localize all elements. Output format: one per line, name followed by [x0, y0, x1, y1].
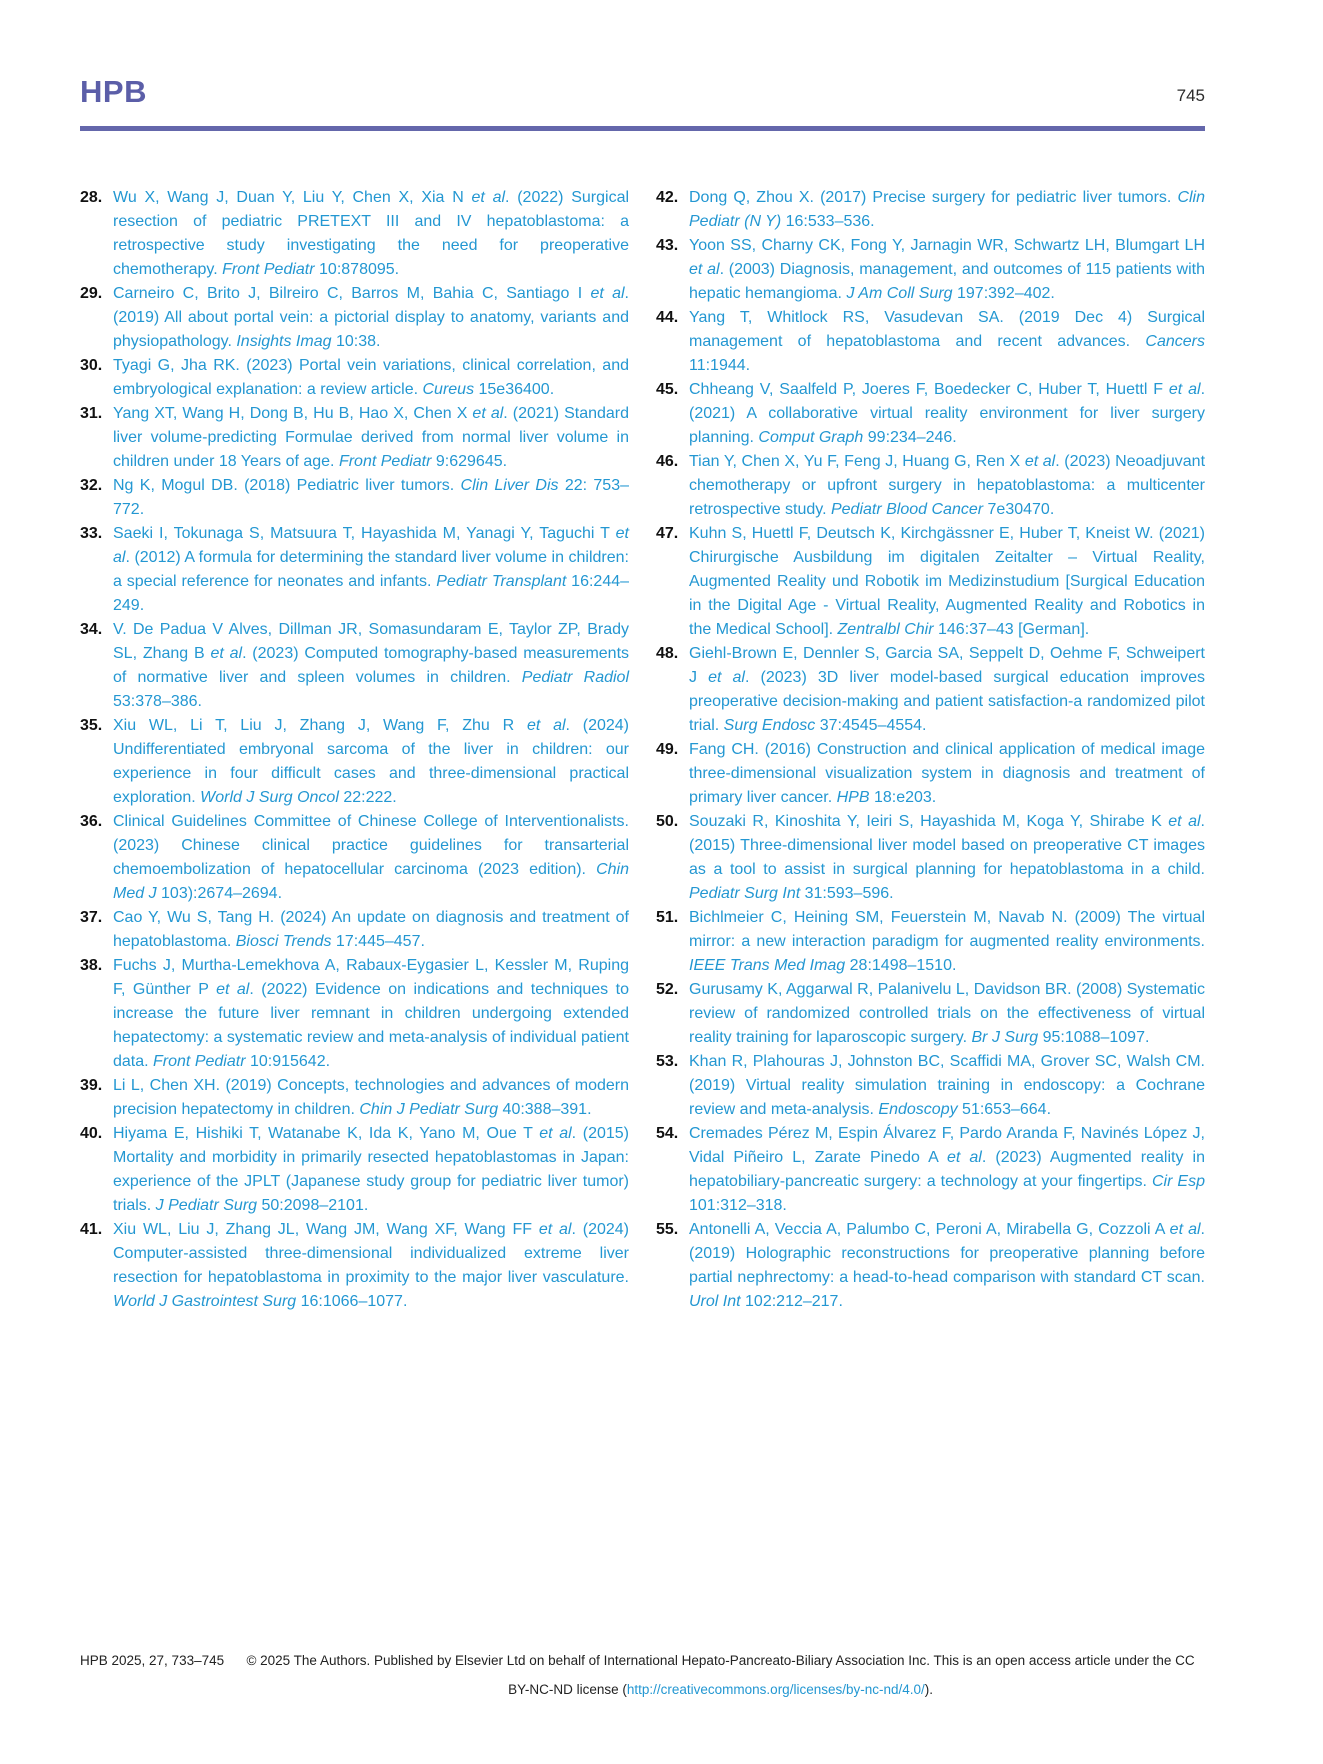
reference-number: 36.	[80, 813, 103, 830]
reference-item	[80, 1074, 629, 1122]
reference-text: Yoon SS, Charny CK, Fong Y, Jarnagin WR, Schwartz LH, Blumgart LH et al. (2003) Diagnosis, management, and outcomes of 115 patients with hepatic hemangioma. J Am Coll Surg 197:392–402.	[689, 237, 1205, 302]
reference-item	[656, 522, 1205, 642]
reference-item	[656, 186, 1205, 234]
reference-text: Yang XT, Wang H, Dong B, Hu B, Hao X, Chen X et al. (2021) Standard liver volume-predicting Formulae derived from normal liver volume in children under 18 Years of age. Front Pediatr 9:629645.	[113, 405, 630, 470]
reference-text: Dong Q, Zhou X. (2017) Precise surgery for pediatric liver tumors. Clin Pediatr (N Y) 16:533–536.	[689, 189, 1205, 230]
reference-item	[80, 402, 629, 474]
reference-number: 48.	[656, 645, 679, 662]
reference-item	[80, 522, 629, 618]
reference-column-left	[80, 186, 629, 1314]
reference-text: Saeki I, Tokunaga S, Matsuura T, Hayashida M, Yanagi Y, Taguchi T et al. (2012) A formula for determining the standard liver volume in children: a special reference for neonates and infants. Pediatr Transplant 16:244–249.	[113, 525, 630, 614]
reference-number: 49.	[656, 741, 679, 758]
reference-number: 51.	[656, 909, 679, 926]
reference-text: Cao Y, Wu S, Tang H. (2024) An update on diagnosis and treatment of hepatoblastoma. Biosci Trends 17:445–457.	[113, 909, 629, 950]
journal-citation: HPB 2025, 27, 733–745	[80, 1653, 225, 1668]
header-rule	[80, 126, 1205, 131]
reference-text: V. De Padua V Alves, Dillman JR, Somasundaram E, Taylor ZP, Brady SL, Zhang B et al. (2023) Computed tomography-based measurements of normative liver and spleen volumes in children. Pediatr Radiol 53:378–386.	[113, 621, 630, 710]
reference-text: Xiu WL, Liu J, Zhang JL, Wang JM, Wang XF, Wang FF et al. (2024) Computer-assisted three-dimensional individualized extreme liver resection for hepatoblastoma in proximity to the major liver vasculature. World J Gastrointest Surg 16:1066–1077.	[113, 1221, 629, 1310]
reference-number: 44.	[656, 309, 679, 326]
reference-text: Yang T, Whitlock RS, Vasudevan SA. (2019 Dec 4) Surgical management of hepatoblastoma and recent advances. Cancers 11:1944.	[689, 309, 1205, 374]
reference-item	[656, 450, 1205, 522]
reference-text: Kuhn S, Huettl F, Deutsch K, Kirchgässner E, Huber T, Kneist W. (2021) Chirurgische Ausbildung im digitalen Zeitalter – Virtual Reality, Augmented Reality und Robotik im Medizinstudium [Surgical Education in the Digital Age - Virtual Reality, Augmented Reality and Robotics in the Medical School]. Zentralbl Chir 146:37–43 [German].	[689, 525, 1205, 638]
reference-item	[656, 738, 1205, 810]
reference-number: 40.	[80, 1125, 103, 1142]
reference-number: 50.	[656, 813, 679, 830]
reference-text: Antonelli A, Veccia A, Palumbo C, Peroni A, Mirabella G, Cozzoli A et al. (2019) Holographic reconstructions for preoperative planning before partial nephrectomy: a head-to-head comparison with standard CT scan. Urol Int 102:212–217.	[689, 1221, 1205, 1310]
reference-item	[656, 978, 1205, 1050]
reference-text: Cremades Pérez M, Espin Álvarez F, Pardo Aranda F, Navinés López J, Vidal Piñeiro L, Zarate Pinedo A et al. (2023) Augmented reality in hepatobiliary-pancreatic surgery: a technology at your fingertips. Cir Esp 101:312–318.	[689, 1125, 1206, 1214]
reference-item	[656, 1050, 1205, 1122]
reference-item	[80, 282, 629, 354]
reference-number: 45.	[656, 381, 679, 398]
reference-item	[80, 474, 629, 522]
reference-number: 32.	[80, 477, 103, 494]
reference-number: 38.	[80, 957, 103, 974]
reference-item	[656, 810, 1205, 906]
reference-text: Gurusamy K, Aggarwal R, Palanivelu L, Davidson BR. (2008) Systematic review of randomized controlled trials on the effectiveness of virtual reality training for laparoscopic surgery. Br J Surg 95:1088–1097.	[689, 981, 1205, 1046]
reference-item	[80, 1122, 629, 1218]
reference-item	[656, 906, 1205, 978]
copyright-text	[236, 1646, 1205, 1704]
reference-column-right	[656, 186, 1205, 1314]
reference-text: Fang CH. (2016) Construction and clinical application of medical image three-dimensional visualization system in diagnosis and treatment of primary liver cancer. HPB 18:e203.	[689, 741, 1205, 806]
reference-text: Bichlmeier C, Heining SM, Feuerstein M, Navab N. (2009) The virtual mirror: a new interaction paradigm for augmented reality environments. IEEE Trans Med Imag 28:1498–1510.	[689, 909, 1205, 974]
page-number: 745	[1176, 86, 1205, 105]
reference-item	[656, 1122, 1205, 1218]
reference-item	[80, 1218, 629, 1314]
reference-number: 43.	[656, 237, 679, 254]
reference-text: Clinical Guidelines Committee of Chinese College of Interventionalists. (2023) Chinese clinical practice guidelines for transarterial chemoembolization of hepatocellular carcinoma (2023 edition). Chin Med J 103):2674–2694.	[113, 813, 629, 902]
reference-item	[656, 1218, 1205, 1314]
reference-number: 55.	[656, 1221, 679, 1238]
page-footer	[80, 1646, 1205, 1704]
reference-item	[80, 354, 629, 402]
reference-item	[656, 234, 1205, 306]
reference-number: 53.	[656, 1053, 679, 1070]
reference-item	[80, 714, 629, 810]
reference-list	[80, 186, 1205, 1314]
reference-number: 37.	[80, 909, 103, 926]
reference-item	[80, 618, 629, 714]
reference-item	[656, 378, 1205, 450]
reference-item	[80, 906, 629, 954]
reference-number: 30.	[80, 357, 103, 374]
reference-item	[656, 306, 1205, 378]
reference-number: 35.	[80, 717, 103, 734]
reference-text: Chheang V, Saalfeld P, Joeres F, Boedecker C, Huber T, Huettl F et al. (2021) A collaborative virtual reality environment for liver surgery planning. Comput Graph 99:234–246.	[689, 381, 1206, 446]
reference-item	[80, 186, 629, 282]
license-link[interactable]: http://creativecommons.org/licenses/by-nc-nd/4.0/	[626, 1682, 925, 1697]
reference-number: 34.	[80, 621, 103, 638]
reference-number: 54.	[656, 1125, 679, 1142]
copyright-text-before-link: © 2025 The Authors. Published by Elsevier Ltd on behalf of International Hepato-Pancreato-Biliary Association Inc. This is an open access article under the CC BY-NC-ND license (	[246, 1653, 1195, 1697]
reference-number: 33.	[80, 525, 103, 542]
reference-number: 28.	[80, 189, 103, 206]
reference-text: Hiyama E, Hishiki T, Watanabe K, Ida K, Yano M, Oue T et al. (2015) Mortality and morbidity in primarily resected hepatoblastomas in Japan: experience of the JPLT (Japanese study group for pediatric liver tumor) trials. J Pediatr Surg 50:2098–2101.	[113, 1125, 630, 1214]
reference-text: Tian Y, Chen X, Yu F, Feng J, Huang G, Ren X et al. (2023) Neoadjuvant chemotherapy or upfront surgery in hepatoblastoma: a multicenter retrospective study. Pediatr Blood Cancer 7e30470.	[689, 453, 1206, 518]
reference-text: Khan R, Plahouras J, Johnston BC, Scaffidi MA, Grover SC, Walsh CM. (2019) Virtual reality simulation training in endoscopy: a Cochrane review and meta-analysis. Endoscopy 51:653–664.	[689, 1053, 1205, 1118]
reference-number: 47.	[656, 525, 679, 542]
reference-text: Tyagi G, Jha RK. (2023) Portal vein variations, clinical correlation, and embryological explanation: a review article. Cureus 15e36400.	[113, 357, 629, 398]
reference-number: 52.	[656, 981, 679, 998]
reference-item	[80, 810, 629, 906]
reference-text: Fuchs J, Murtha-Lemekhova A, Rabaux-Eygasier L, Kessler M, Ruping F, Günther P et al. (2022) Evidence on indications and techniques to increase the future liver remnant in children undergoing extended hepatectomy: a systematic review and meta-analysis of individual patient data. Front Pediatr 10:915642.	[113, 957, 629, 1070]
reference-number: 42.	[656, 189, 679, 206]
reference-text: Carneiro C, Brito J, Bilreiro C, Barros M, Bahia C, Santiago I et al. (2019) All about portal vein: a pictorial display to anatomy, variants and physiopathology. Insights Imag 10:38.	[113, 285, 629, 350]
reference-text: Ng K, Mogul DB. (2018) Pediatric liver tumors. Clin Liver Dis 22: 753–772.	[113, 477, 629, 518]
reference-text: Wu X, Wang J, Duan Y, Liu Y, Chen X, Xia N et al. (2022) Surgical resection of pediatric PRETEXT III and IV hepatoblastoma: a retrospective study investigating the need for preoperative chemotherapy. Front Pediatr 10:878095.	[113, 189, 630, 278]
reference-text: Souzaki R, Kinoshita Y, Ieiri S, Hayashida M, Koga Y, Shirabe K et al. (2015) Three-dimensional liver model based on preoperative CT images as a tool to assist in surgical planning for hepatoblastoma in a child. Pediatr Surg Int 31:593–596.	[689, 813, 1205, 902]
reference-item	[656, 642, 1205, 738]
reference-number: 41.	[80, 1221, 103, 1238]
reference-text: Giehl-Brown E, Dennler S, Garcia SA, Seppelt D, Oehme F, Schweipert J et al. (2023) 3D liver model-based surgical education improves preoperative decision-making and patient satisfaction-a randomized pilot trial. Surg Endosc 37:4545–4554.	[689, 645, 1205, 734]
journal-logo: HPB	[80, 74, 147, 109]
reference-number: 31.	[80, 405, 103, 422]
reference-number: 39.	[80, 1077, 103, 1094]
reference-text: Li L, Chen XH. (2019) Concepts, technologies and advances of modern precision hepatectomy in children. Chin J Pediatr Surg 40:388–391.	[113, 1077, 629, 1118]
reference-number: 46.	[656, 453, 679, 470]
page-header	[80, 76, 1205, 107]
reference-item	[80, 954, 629, 1074]
reference-number: 29.	[80, 285, 103, 302]
copyright-text-after-link: ).	[924, 1682, 934, 1697]
reference-text: Xiu WL, Li T, Liu J, Zhang J, Wang F, Zhu R et al. (2024) Undifferentiated embryonal sarcoma of the liver in children: our experience in four difficult cases and three-dimensional practical exploration. World J Surg Oncol 22:222.	[113, 717, 629, 806]
